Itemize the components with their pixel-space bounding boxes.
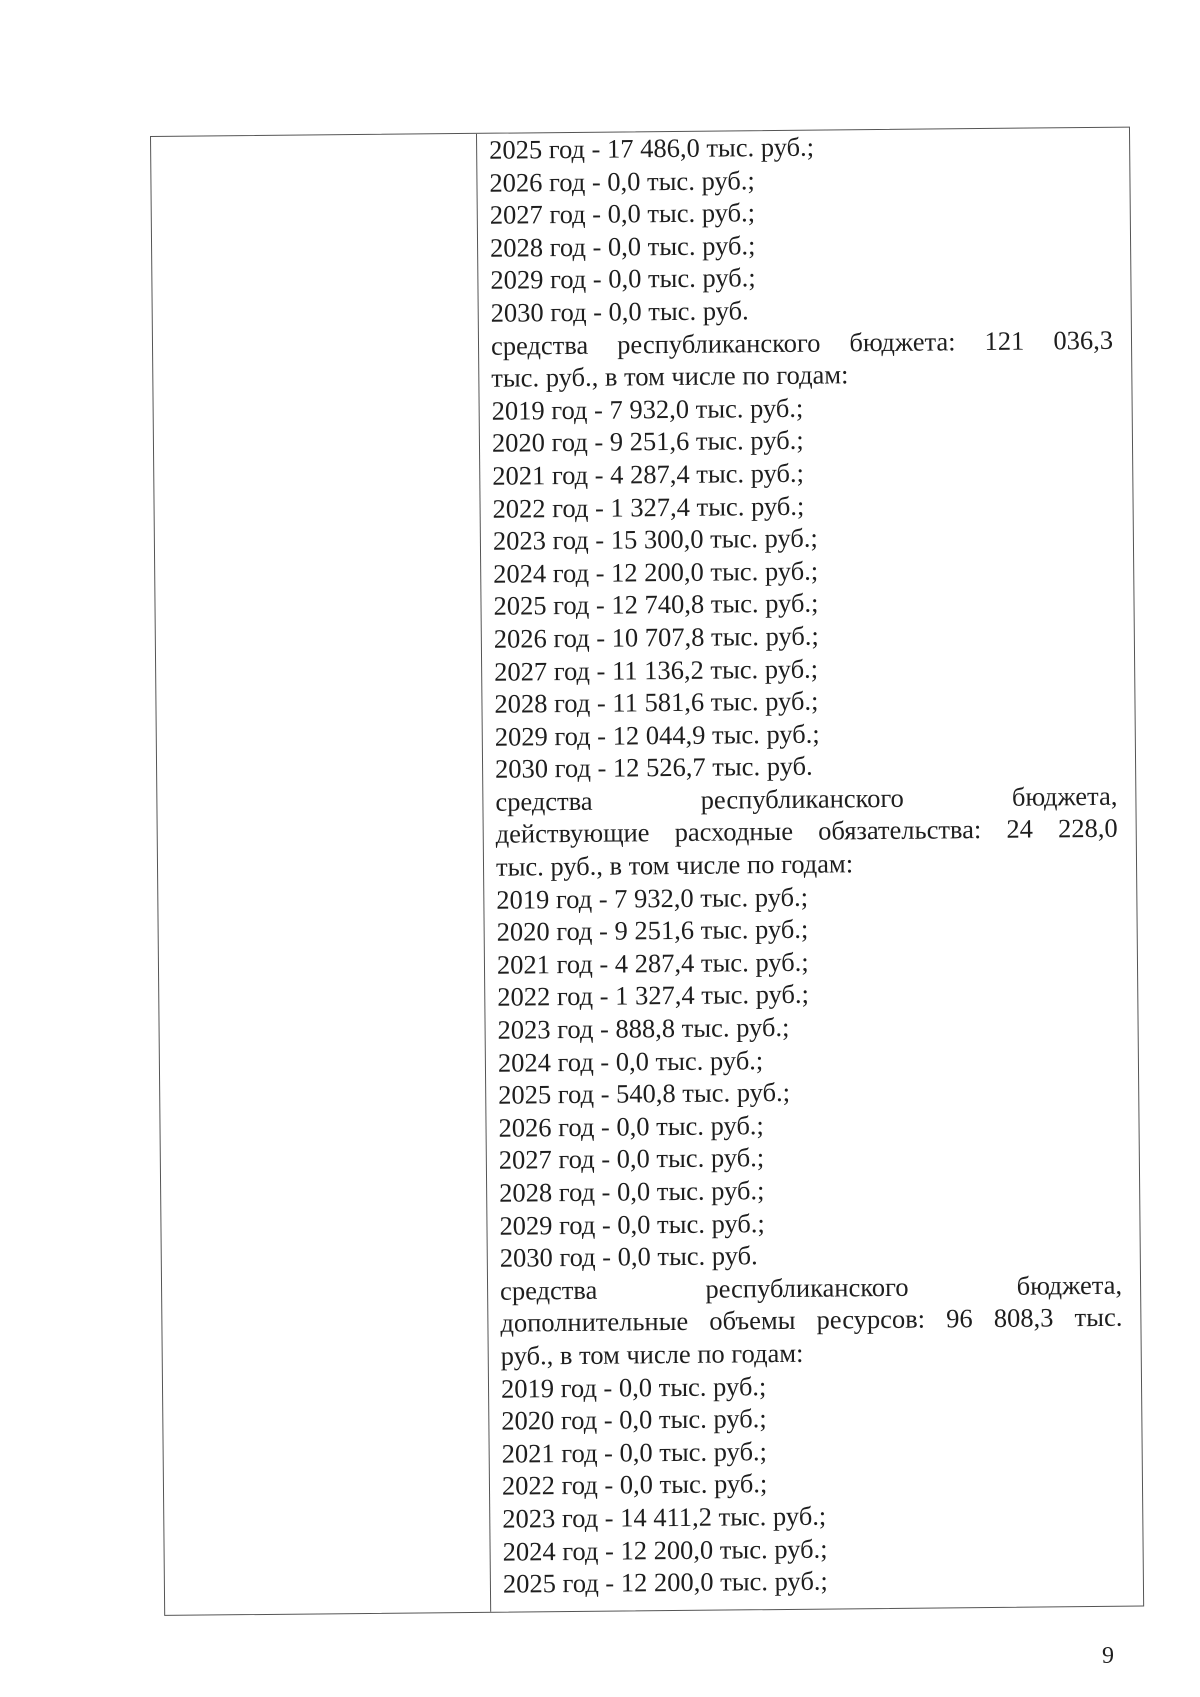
year-line: 2026 год - 0,0 тыс. руб.;: [498, 1109, 764, 1143]
year-line: 2029 год - 0,0 тыс. руб.;: [499, 1207, 765, 1241]
year-line: 2030 год - 0,0 тыс. руб.: [490, 295, 749, 328]
year-line: 2030 год - 0,0 тыс. руб.: [499, 1240, 758, 1273]
year-line: 2021 год - 4 287,4 тыс. руб.;: [496, 946, 809, 980]
section-header-line: средства республиканского бюджета: 121 036,3: [490, 324, 1114, 361]
year-line: 2023 год - 15 300,0 тыс. руб.;: [492, 522, 818, 556]
year-line: 2020 год - 9 251,6 тыс. руб.;: [491, 425, 804, 459]
year-line: 2019 год - 7 932,0 тыс. руб.;: [491, 392, 804, 426]
section-header-line: тыс. руб., в том числе по годам:: [491, 359, 849, 393]
table-right-cell: [477, 128, 1143, 1612]
section-header-line: средства республиканского бюджета,: [499, 1269, 1123, 1306]
year-line: 2024 год - 0,0 тыс. руб.;: [497, 1044, 764, 1078]
page-number: 9: [1102, 1643, 1114, 1669]
year-line: 2027 год - 0,0 тыс. руб.;: [489, 197, 756, 230]
table-left-cell: [151, 134, 491, 1615]
year-line: 2027 год - 11 136,2 тыс. руб.;: [494, 653, 819, 687]
year-line: 2023 год - 14 411,2 тыс. руб.;: [502, 1500, 827, 1534]
year-line: 2021 год - 4 287,4 тыс. руб.;: [492, 457, 805, 491]
year-line: 2020 год - 0,0 тыс. руб.;: [501, 1403, 767, 1436]
year-line: 2025 год - 12 740,8 тыс. руб.;: [493, 587, 819, 622]
year-line: 2019 год - 0,0 тыс. руб.;: [500, 1370, 767, 1404]
year-line: 2022 год - 1 327,4 тыс. руб.;: [497, 979, 810, 1013]
year-line: 2023 год - 888,8 тыс. руб.;: [497, 1011, 790, 1045]
year-line: 2025 год - 540,8 тыс. руб.;: [498, 1077, 791, 1110]
section-header-line: тыс. руб., в том числе по годам:: [495, 848, 854, 882]
year-line: 2025 год - 17 486,0 тыс. руб.;: [489, 131, 815, 165]
year-line: 2027 год - 0,0 тыс. руб.;: [498, 1142, 765, 1176]
year-line: 2024 год - 12 200,0 тыс. руб.;: [493, 555, 819, 589]
year-line: 2028 год - 11 581,6 тыс. руб.;: [494, 685, 819, 719]
year-line: 2025 год - 12 200,0 тыс. руб.;: [502, 1565, 828, 1599]
section-header-line: руб., в том числе по годам:: [500, 1337, 804, 1371]
year-line: 2019 год - 7 932,0 тыс. руб.;: [496, 881, 809, 915]
year-line: 2028 год - 0,0 тыс. руб.;: [499, 1175, 765, 1208]
financing-table: [150, 127, 1144, 1616]
year-line: 2029 год - 0,0 тыс. руб.;: [490, 262, 756, 296]
year-line: 2026 год - 10 707,8 тыс. руб.;: [493, 620, 819, 654]
section-header-line: средства республиканского бюджета,: [495, 780, 1118, 817]
section-header-line: действующие расходные обязательства: 24 228,0: [495, 813, 1118, 850]
section-header-line: дополнительные объемы ресурсов: 96 808,3 тыс.: [500, 1302, 1123, 1339]
year-line: 2030 год - 12 526,7 тыс. руб.: [494, 750, 813, 784]
year-line: 2024 год - 12 200,0 тыс. руб.;: [502, 1533, 828, 1567]
year-line: 2022 год - 0,0 тыс. руб.;: [501, 1468, 768, 1502]
year-line: 2020 год - 9 251,6 тыс. руб.;: [496, 913, 809, 947]
year-line: 2022 год - 1 327,4 тыс. руб.;: [492, 490, 805, 524]
year-line: 2029 год - 12 044,9 тыс. руб.;: [494, 718, 820, 752]
year-line: 2026 год - 0,0 тыс. руб.;: [489, 164, 755, 198]
year-line: 2021 год - 0,0 тыс. руб.;: [501, 1435, 768, 1469]
year-line: 2028 год - 0,0 тыс. руб.;: [489, 229, 756, 263]
